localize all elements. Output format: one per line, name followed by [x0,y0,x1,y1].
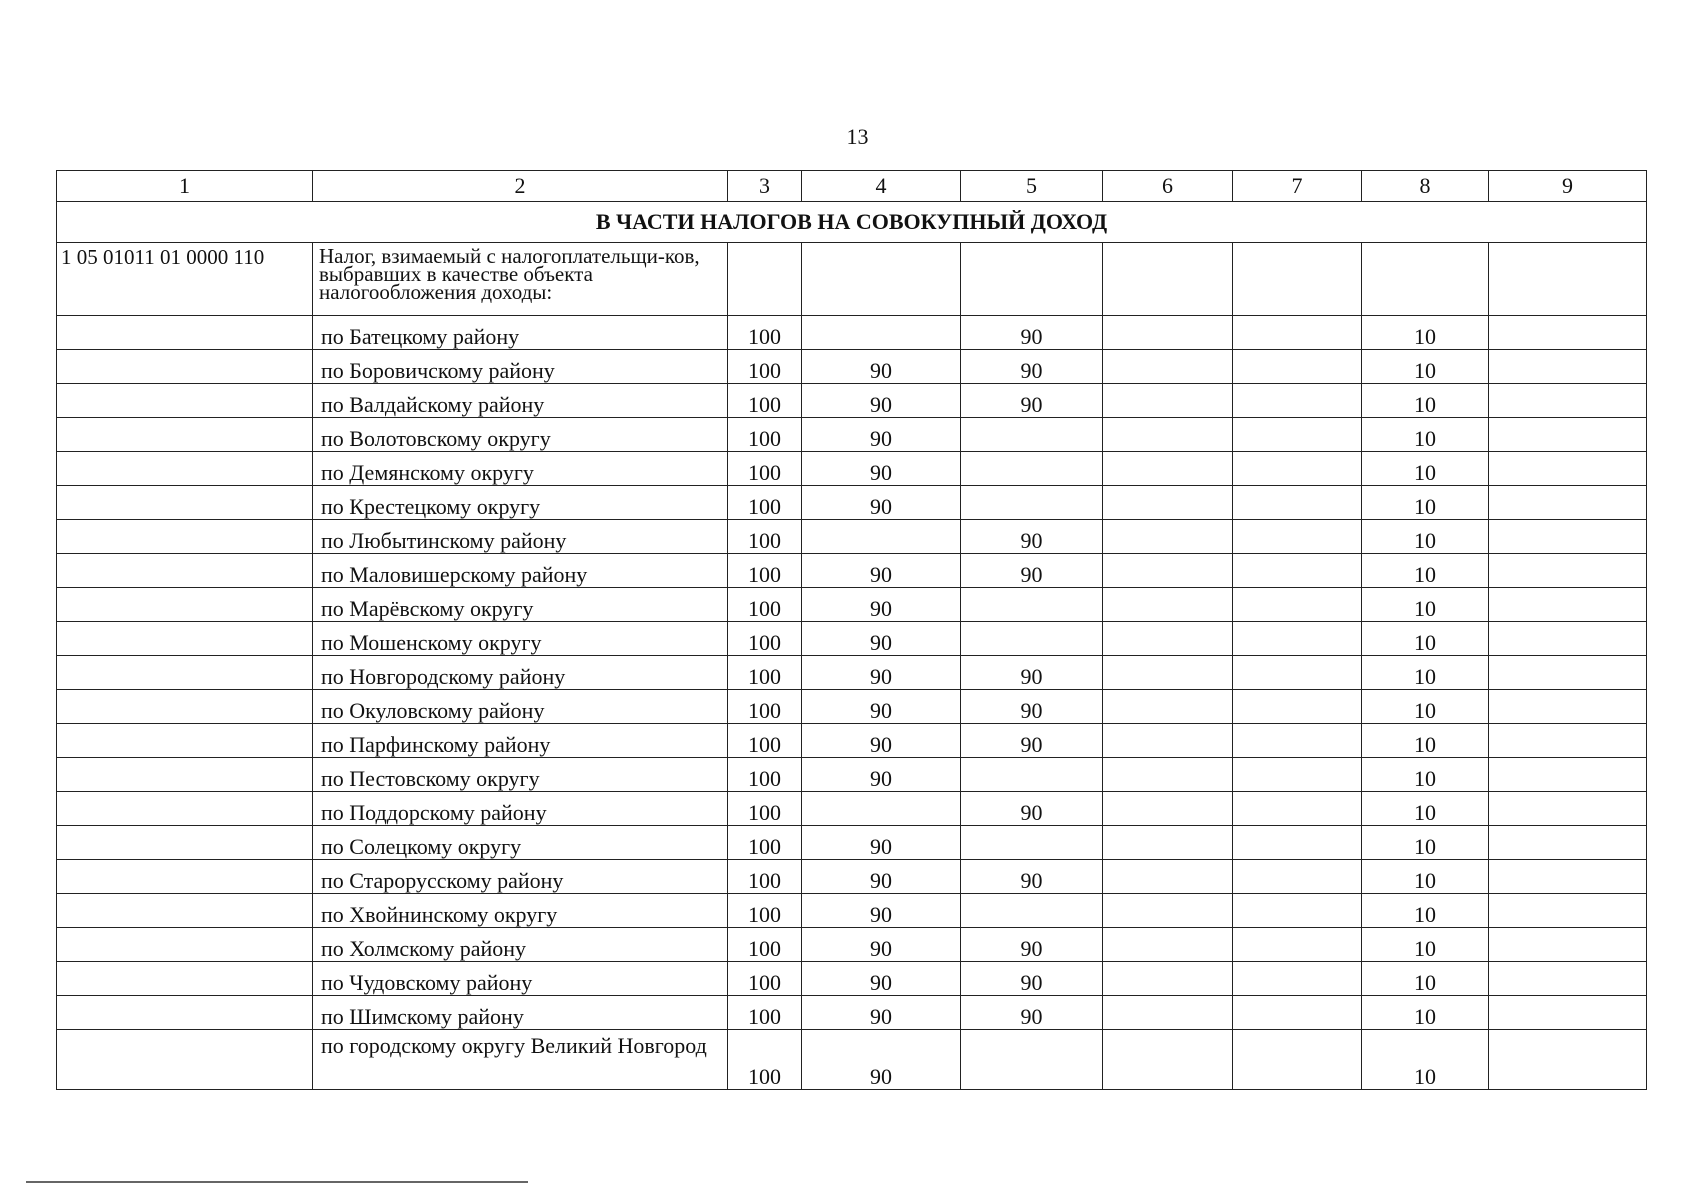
municipality-name: по Крестецкому округу [313,486,728,520]
empty-cell [961,243,1103,316]
empty-cell [1489,758,1647,792]
column-number: 2 [313,171,728,202]
rate-cell-col5: 90 [961,520,1103,554]
rate-cell-col3: 100 [728,1030,802,1090]
rate-cell-col4: 90 [802,350,961,384]
empty-cell [1489,894,1647,928]
code-cell [57,724,313,758]
rate-cell-col8: 10 [1362,860,1489,894]
rate-cell-col5 [961,622,1103,656]
empty-cell [1103,554,1233,588]
rate-cell-col4: 90 [802,758,961,792]
empty-cell [1103,962,1233,996]
empty-cell [1103,316,1233,350]
rate-cell-col5: 90 [961,724,1103,758]
empty-cell [1103,894,1233,928]
municipality-name: по Волотовскому округу [313,418,728,452]
municipality-name: по городскому округу Великий Новгород [313,1030,728,1090]
table-row [57,724,1647,758]
rate-cell-col8: 10 [1362,826,1489,860]
municipality-name: по Солецкому округу [313,826,728,860]
empty-cell [1103,1030,1233,1090]
empty-cell [1233,554,1362,588]
municipality-name: по Любытинскому району [313,520,728,554]
column-number: 6 [1103,171,1233,202]
rate-cell-col3: 100 [728,860,802,894]
code-cell [57,894,313,928]
rate-cell-col3: 100 [728,826,802,860]
rate-cell-col8: 10 [1362,690,1489,724]
rate-cell-col3: 100 [728,622,802,656]
code-cell [57,928,313,962]
empty-cell [1362,243,1489,316]
municipality-name: по Мошенскому округу [313,622,728,656]
rate-cell-col8: 10 [1362,928,1489,962]
empty-cell [1233,792,1362,826]
rate-cell-col3: 100 [728,758,802,792]
rate-cell-col4: 90 [802,1030,961,1090]
table-row [57,996,1647,1030]
municipality-name: по Марёвскому округу [313,588,728,622]
table-row [57,826,1647,860]
empty-cell [1489,1030,1647,1090]
code-cell [57,520,313,554]
rate-cell-col4 [802,520,961,554]
empty-cell [1233,758,1362,792]
rate-cell-col3: 100 [728,792,802,826]
rate-cell-col8: 10 [1362,520,1489,554]
empty-cell [1233,894,1362,928]
rate-cell-col5 [961,826,1103,860]
empty-cell [1489,554,1647,588]
empty-cell [1233,384,1362,418]
rate-cell-col3: 100 [728,486,802,520]
rate-cell-col3: 100 [728,520,802,554]
code-cell [57,350,313,384]
rate-cell-col5: 90 [961,860,1103,894]
code-cell [57,452,313,486]
code-cell [57,826,313,860]
municipality-name: по Чудовскому району [313,962,728,996]
rate-cell-col5: 90 [961,350,1103,384]
table-row [57,758,1647,792]
empty-cell [1233,520,1362,554]
empty-cell [1489,962,1647,996]
empty-cell [1103,656,1233,690]
empty-cell [728,243,802,316]
code-cell [57,622,313,656]
empty-cell [1489,588,1647,622]
rate-cell-col8: 10 [1362,316,1489,350]
rate-cell-col5: 90 [961,928,1103,962]
municipality-name: по Шимскому району [313,996,728,1030]
rate-cell-col3: 100 [728,894,802,928]
rate-cell-col3: 100 [728,690,802,724]
municipality-name: по Батецкому району [313,316,728,350]
empty-cell [1103,860,1233,894]
footer-rule [26,1181,528,1183]
empty-cell [1489,826,1647,860]
rate-cell-col4: 90 [802,554,961,588]
table-row [57,588,1647,622]
rate-cell-col4: 90 [802,384,961,418]
empty-cell [1103,724,1233,758]
rate-cell-col4: 90 [802,962,961,996]
rate-cell-col5: 90 [961,962,1103,996]
rate-cell-col4: 90 [802,860,961,894]
table-row [57,1030,1647,1090]
municipality-name: по Холмскому району [313,928,728,962]
municipality-name: по Поддорскому району [313,792,728,826]
section-title: В ЧАСТИ НАЛОГОВ НА СОВОКУПНЫЙ ДОХОД [57,202,1647,243]
code-cell [57,690,313,724]
table-row [57,316,1647,350]
rate-cell-col5 [961,486,1103,520]
empty-cell [1233,452,1362,486]
empty-cell [1103,452,1233,486]
rate-cell-col8: 10 [1362,996,1489,1030]
table-row [57,690,1647,724]
rate-cell-col3: 100 [728,418,802,452]
empty-cell [1103,622,1233,656]
municipality-name: по Демянскому округу [313,452,728,486]
code-cell [57,554,313,588]
empty-cell [1489,928,1647,962]
empty-cell [1233,1030,1362,1090]
table-row [57,452,1647,486]
table-row [57,554,1647,588]
rate-cell-col4: 90 [802,996,961,1030]
municipality-name: по Окуловскому району [313,690,728,724]
rate-cell-col8: 10 [1362,418,1489,452]
rate-cell-col8: 10 [1362,656,1489,690]
empty-cell [1489,350,1647,384]
column-number: 1 [57,171,313,202]
tax-description: Налог, взимаемый с налогоплательщи-ков, выбравших в качестве объекта налогообложения доходы: [313,243,728,316]
empty-cell [1103,384,1233,418]
rate-cell-col5 [961,588,1103,622]
column-number: 7 [1233,171,1362,202]
table-row [57,418,1647,452]
municipality-name: по Парфинскому району [313,724,728,758]
rate-cell-col4: 90 [802,928,961,962]
rate-cell-col4: 90 [802,452,961,486]
empty-cell [1489,316,1647,350]
empty-cell [1489,792,1647,826]
code-cell [57,656,313,690]
rate-cell-col5: 90 [961,384,1103,418]
empty-cell [1103,588,1233,622]
rate-cell-col3: 100 [728,928,802,962]
rate-cell-col5: 90 [961,316,1103,350]
empty-cell [1489,690,1647,724]
municipality-name: по Пестовскому округу [313,758,728,792]
table-row [57,792,1647,826]
table-row [57,928,1647,962]
rate-cell-col8: 10 [1362,792,1489,826]
rate-cell-col8: 10 [1362,962,1489,996]
rate-cell-col3: 100 [728,962,802,996]
rate-cell-col3: 100 [728,554,802,588]
page-number: 13 [846,124,869,149]
municipality-name: по Боровичскому району [313,350,728,384]
rate-cell-col5 [961,452,1103,486]
code-cell [57,316,313,350]
rate-cell-col5: 90 [961,792,1103,826]
empty-cell [1103,520,1233,554]
code-cell [57,588,313,622]
empty-cell [1233,724,1362,758]
rate-cell-col4 [802,792,961,826]
empty-cell [1233,486,1362,520]
column-number: 9 [1489,171,1647,202]
table-row [57,860,1647,894]
rate-cell-col4 [802,316,961,350]
rate-cell-col3: 100 [728,588,802,622]
empty-cell [1103,350,1233,384]
empty-cell [1233,826,1362,860]
empty-cell [1489,656,1647,690]
empty-cell [1233,243,1362,316]
rate-cell-col8: 10 [1362,350,1489,384]
column-number: 3 [728,171,802,202]
code-cell [57,1030,313,1090]
municipality-name: по Валдайскому району [313,384,728,418]
section-title-row [57,202,1647,243]
rate-cell-col4: 90 [802,894,961,928]
empty-cell [1489,860,1647,894]
table-row [57,622,1647,656]
table-row [57,520,1647,554]
rate-cell-col5 [961,758,1103,792]
empty-cell [1233,860,1362,894]
empty-cell [1489,520,1647,554]
empty-cell [1103,758,1233,792]
rate-cell-col8: 10 [1362,554,1489,588]
rate-cell-col3: 100 [728,656,802,690]
rate-cell-col4: 90 [802,690,961,724]
empty-cell [1233,928,1362,962]
rate-cell-col4: 90 [802,588,961,622]
rate-cell-col8: 10 [1362,384,1489,418]
empty-cell [1103,928,1233,962]
rate-cell-col8: 10 [1362,486,1489,520]
rate-cell-col3: 100 [728,384,802,418]
table-row [57,894,1647,928]
empty-cell [1233,656,1362,690]
empty-cell [1233,316,1362,350]
empty-cell [1489,996,1647,1030]
empty-cell [1233,588,1362,622]
table-row [57,384,1647,418]
code-cell [57,486,313,520]
table-row [57,350,1647,384]
municipality-name: по Хвойнинскому округу [313,894,728,928]
empty-cell [1233,996,1362,1030]
rate-cell-col8: 10 [1362,758,1489,792]
empty-cell [1489,418,1647,452]
rate-cell-col8: 10 [1362,894,1489,928]
empty-cell [1489,243,1647,316]
empty-cell [1103,486,1233,520]
municipality-name: по Новгородскому району [313,656,728,690]
municipality-name: по Старорусскому району [313,860,728,894]
table-row [57,962,1647,996]
empty-cell [1489,486,1647,520]
rate-cell-col8: 10 [1362,588,1489,622]
column-number: 8 [1362,171,1489,202]
rate-cell-col4: 90 [802,622,961,656]
rate-cell-col3: 100 [728,350,802,384]
empty-cell [1489,724,1647,758]
column-number-row [57,171,1647,202]
rate-cell-col4: 90 [802,826,961,860]
empty-cell [1103,418,1233,452]
rate-cell-col5: 90 [961,996,1103,1030]
code-cell [57,860,313,894]
empty-cell [1233,962,1362,996]
tax-header-row [57,243,1647,316]
rate-cell-col3: 100 [728,452,802,486]
rate-cell-col5 [961,1030,1103,1090]
empty-cell [1489,622,1647,656]
rate-cell-col4: 90 [802,418,961,452]
empty-cell [1103,792,1233,826]
empty-cell [1233,622,1362,656]
rate-cell-col3: 100 [728,724,802,758]
empty-cell [1103,996,1233,1030]
rate-cell-col5: 90 [961,690,1103,724]
empty-cell [802,243,961,316]
empty-cell [1489,384,1647,418]
code-cell [57,758,313,792]
rate-cell-col3: 100 [728,996,802,1030]
empty-cell [1233,418,1362,452]
rate-cell-col5 [961,418,1103,452]
code-cell [57,792,313,826]
rate-cell-col5: 90 [961,554,1103,588]
revenue-distribution-table [56,170,1647,1090]
empty-cell [1103,690,1233,724]
rate-cell-col8: 10 [1362,724,1489,758]
rate-cell-col4: 90 [802,724,961,758]
municipality-name: по Маловишерскому району [313,554,728,588]
empty-cell [1233,690,1362,724]
column-number: 5 [961,171,1103,202]
budget-classification-code: 1 05 01011 01 0000 110 [57,243,313,316]
table-row [57,656,1647,690]
table-row [57,486,1647,520]
rate-cell-col5 [961,894,1103,928]
rate-cell-col4: 90 [802,486,961,520]
code-cell [57,962,313,996]
empty-cell [1103,243,1233,316]
code-cell [57,384,313,418]
rate-cell-col5: 90 [961,656,1103,690]
rate-cell-col3: 100 [728,316,802,350]
empty-cell [1489,452,1647,486]
rate-cell-col4: 90 [802,656,961,690]
rate-cell-col8: 10 [1362,452,1489,486]
rate-cell-col8: 10 [1362,622,1489,656]
code-cell [57,996,313,1030]
column-number: 4 [802,171,961,202]
empty-cell [1103,826,1233,860]
empty-cell [1233,350,1362,384]
rate-cell-col8: 10 [1362,1030,1489,1090]
code-cell [57,418,313,452]
